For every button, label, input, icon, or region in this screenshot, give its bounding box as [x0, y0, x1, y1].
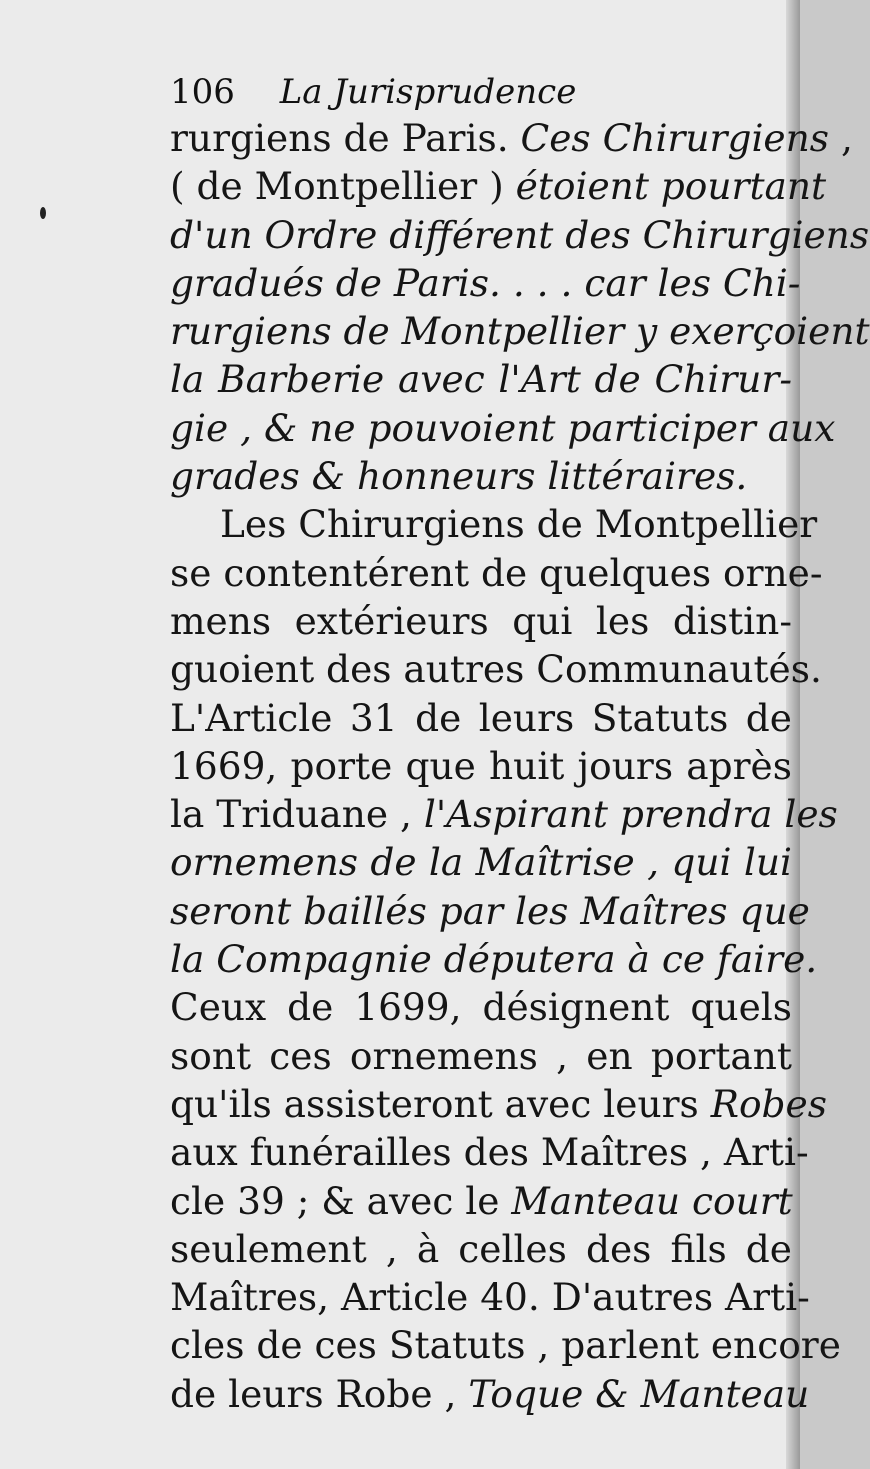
page-header: [170, 72, 576, 112]
text-line: [170, 549, 823, 597]
text-line: [170, 162, 827, 210]
italic-text-span: ornemens de la Maîtrise , qui lui: [170, 840, 792, 885]
text-span: rurgiens de Paris.: [170, 116, 521, 160]
italic-text-span: Manteau court: [511, 1178, 793, 1223]
text-line: [170, 1032, 792, 1080]
italic-text-span: la Barberie avec l'Art de Chirur-: [170, 357, 792, 402]
italic-text-span: grades & honneurs littéraires.: [170, 454, 748, 499]
italic-text-span: gradués de Paris. . . . car les Chi-: [170, 260, 801, 305]
text-line: [170, 935, 818, 983]
text-span: guoient des autres Communautés.: [170, 647, 822, 692]
italic-text-span: Toque & Manteau: [468, 1371, 810, 1416]
text-span: ,: [829, 116, 853, 160]
text-span: seulement , à celles des fils de: [170, 1226, 792, 1271]
text-span: Ceux de 1699, désignent quels: [170, 985, 792, 1030]
italic-text-span: la Compagnie députera à ce faire.: [170, 937, 818, 982]
text-line: [170, 1273, 810, 1321]
text-line: [170, 1370, 810, 1418]
text-line: [170, 404, 836, 452]
text-line: [170, 259, 801, 307]
italic-text-span: étoient pourtant: [515, 164, 827, 209]
text-span: sont ces ornemens , en portant: [170, 1033, 792, 1078]
text-line: [170, 1128, 809, 1176]
italic-text-span: d'un Ordre différent des Chirurgiens: [170, 212, 870, 257]
text-span: de leurs Robe ,: [170, 1371, 469, 1416]
text-line: [170, 742, 792, 790]
text-line: [170, 838, 792, 886]
running-title: La Jurisprudence: [279, 72, 577, 112]
text-line: [170, 1321, 841, 1369]
text-line: [170, 887, 810, 935]
text-line: [170, 790, 838, 838]
text-span: ( de Montpellier ): [170, 164, 516, 209]
text-line: [170, 452, 792, 500]
text-line: [170, 355, 792, 403]
text-span: Maîtres, Article 40. D'autres Arti-: [170, 1275, 810, 1320]
italic-text-span: gie , & ne pouvoient participer aux: [170, 405, 836, 450]
italic-text-span: Ces Chirurgiens: [520, 116, 830, 160]
text-span: 1669, porte que huit jours après: [170, 743, 792, 788]
text-line: [170, 983, 792, 1031]
text-line: [170, 1177, 792, 1225]
text-span: mens extérieurs qui les distin-: [170, 598, 792, 643]
italic-text-span: Robes: [710, 1081, 827, 1126]
text-line: [170, 114, 853, 162]
text-line: [170, 211, 870, 259]
text-line: [170, 1225, 792, 1273]
ink-speck: [40, 207, 46, 219]
text-span: qu'ils assisteront avec leurs: [170, 1081, 711, 1126]
page-number: 106: [170, 72, 235, 112]
text-span: Les Chirurgiens de Montpellier: [220, 502, 818, 547]
text-span: la Triduane ,: [170, 792, 424, 837]
body-text: [170, 114, 870, 1418]
text-line: [170, 694, 792, 742]
text-line: [170, 1080, 827, 1128]
text-line: [170, 597, 792, 645]
text-line: [170, 307, 870, 355]
text-span: cle 39 ; & avec le: [170, 1178, 512, 1223]
text-span: aux funérailles des Maîtres , Arti-: [170, 1130, 809, 1175]
text-line: [170, 500, 818, 548]
italic-text-span: rurgiens de Montpellier y exerçoient: [170, 309, 870, 354]
text-line: [170, 645, 822, 693]
text-span: L'Article 31 de leurs Statuts de: [170, 695, 792, 740]
text-span: cles de ces Statuts , parlent encore: [170, 1323, 841, 1368]
italic-text-span: seront baillés par les Maîtres que: [170, 888, 810, 933]
italic-text-span: l'Aspirant prendra les: [423, 792, 838, 837]
text-span: se contentérent de quelques orne-: [170, 550, 823, 595]
